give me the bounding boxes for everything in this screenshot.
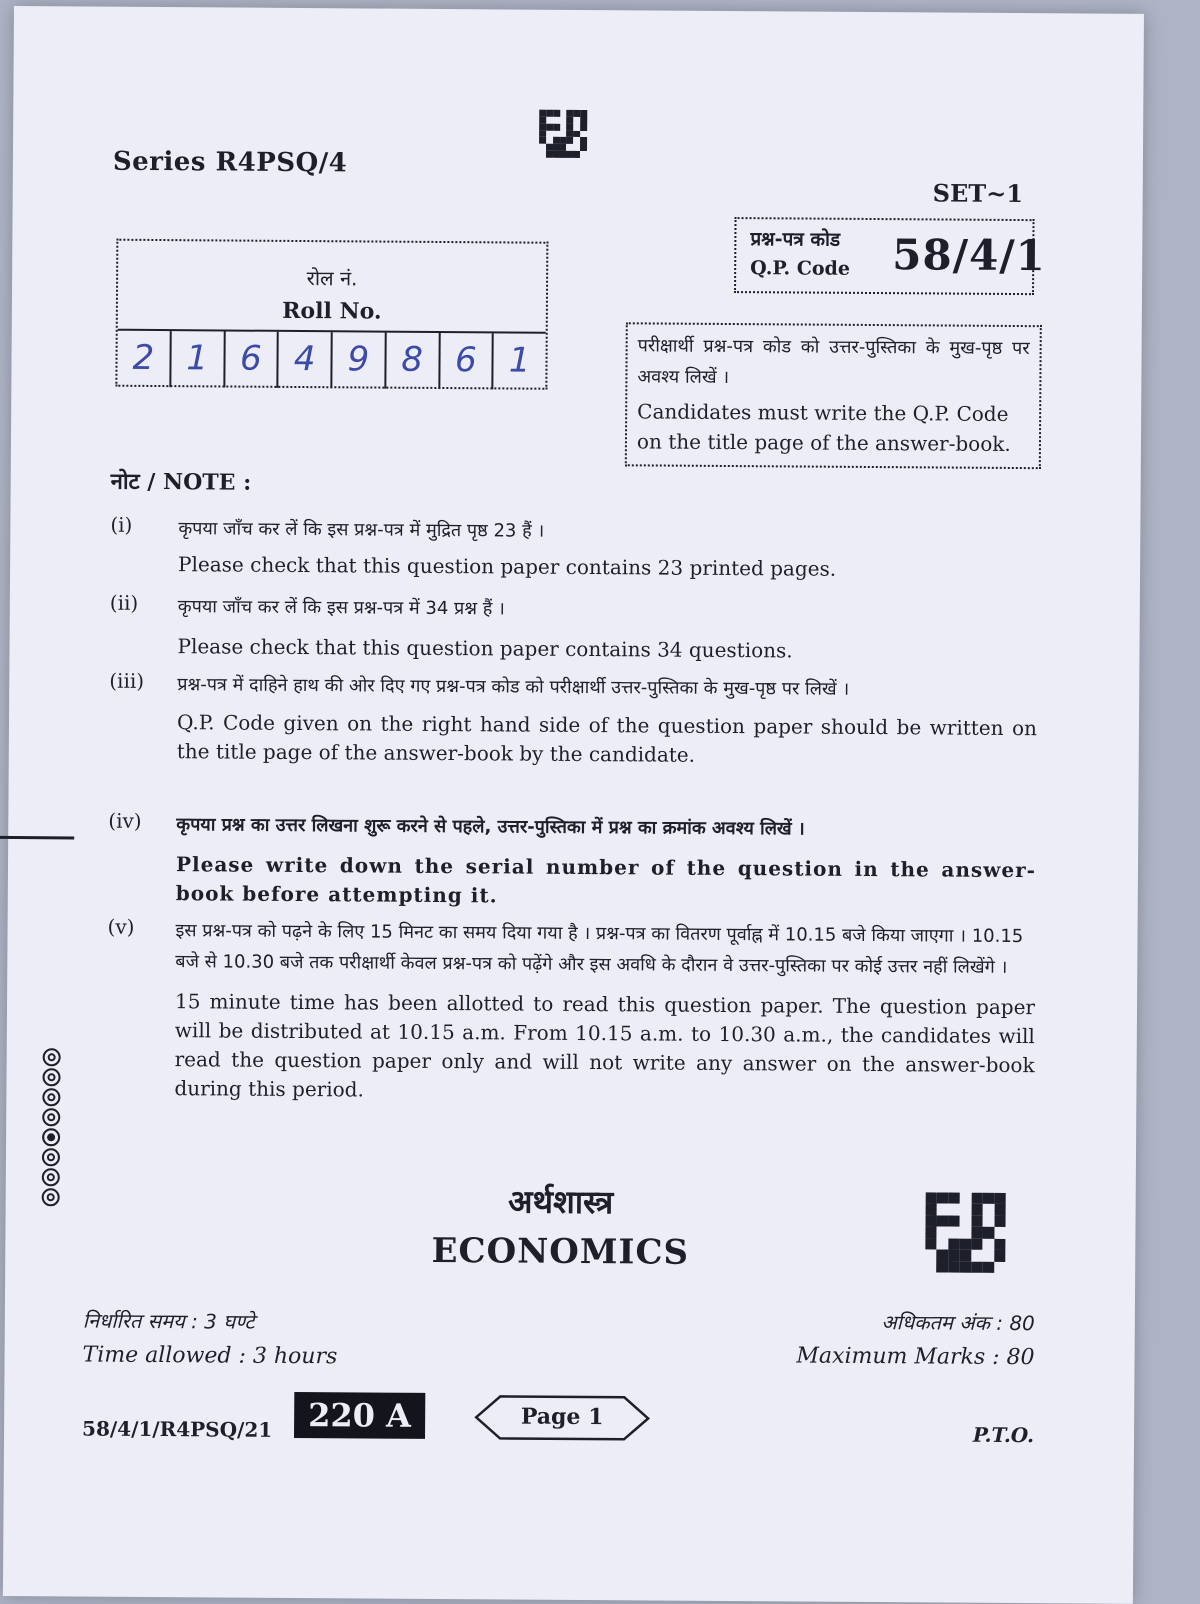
qr-code-top [539,110,587,158]
qr-module [971,1261,983,1273]
qr-module [971,1250,983,1262]
qr-module [553,137,560,144]
series-label: Series R4PSQ/4 [112,146,348,179]
roll-number-box [115,239,548,390]
qr-module [948,1238,960,1250]
qr-module [982,1261,994,1273]
qr-module [994,1204,1006,1216]
qr-module [926,1204,938,1216]
candidate-instruction-en-line2: on the title page of the answer-book. [636,429,1011,456]
roll-digit: 2 [117,331,171,387]
roll-digit: 1 [508,340,531,381]
qr-module [925,1261,937,1273]
note-title-hi: नोट [110,469,140,495]
qr-module [982,1238,994,1250]
subject-title-en: ECONOMICS [431,1230,690,1273]
qr-module [560,130,567,137]
note-item [109,590,1040,663]
qr-module [580,117,587,124]
roll-digit: 9 [332,332,386,388]
qr-module [546,137,553,144]
note-item-text [176,809,1037,914]
qr-module [580,124,587,131]
qr-module [971,1238,983,1250]
paper-badge: 220 A [294,1392,425,1439]
qp-code-label-hi: प्रश्न-पत्र कोड [750,228,841,251]
qr-module [925,1250,937,1262]
qr-module [948,1204,960,1216]
qr-module [948,1215,960,1227]
note-title [111,467,252,499]
qr-module [560,137,567,144]
note-title-en: / NOTE : [147,468,252,496]
qr-module [926,1192,938,1204]
qr-module [566,137,573,144]
circle-mark [42,1128,60,1146]
qr-module [959,1261,971,1273]
roll-label-hi: रोल नं. [306,266,358,291]
qr-module [553,130,560,137]
page-number-label: Page 1 [520,1403,604,1431]
qr-module [994,1227,1006,1239]
qr-module [948,1250,960,1262]
paper-code-footer: 58/4/1/R4PSQ/21 [81,1416,273,1442]
qr-module [983,1227,995,1239]
qr-module [994,1261,1006,1273]
qr-module [546,144,553,151]
qr-module [937,1204,949,1216]
note-item-en: Q.P. Code given on the right hand side of the question paper should be written on the title page of the answer-book by the candidate. [176,710,1038,767]
qr-module [937,1261,949,1273]
candidate-instruction-en [637,396,1029,459]
note-item [107,914,1038,1102]
qr-module [553,144,560,151]
qr-module [948,1261,960,1273]
note-item [109,668,1039,767]
qr-module [994,1250,1006,1262]
qr-module [546,130,553,137]
note-item-en: Please check that this question paper contains 23 printed pages. [178,552,837,581]
note-item [108,808,1038,908]
margin-mark [0,836,74,840]
qr-module [580,144,587,151]
candidate-instruction-hi: परीक्षार्थी प्रश्न-पत्र कोड को उत्तर-पुस्तिका के मुख-पृष्ठ पर अवश्य लिखें । [637,335,1030,389]
circle-mark [42,1108,60,1126]
note-item-text [178,513,1038,585]
qr-module [948,1227,960,1239]
qr-module [983,1216,995,1228]
qr-module [960,1193,972,1205]
qr-module [937,1250,949,1262]
qp-code-value: 58/4/1 [892,230,1047,281]
qp-code-label-en: Q.P. Code [750,257,851,280]
note-item-number: (i) [110,512,133,537]
qr-module [971,1193,983,1205]
qr-module [573,151,580,158]
qr-module [937,1215,949,1227]
qr-module [937,1238,949,1250]
qr-module [982,1250,994,1262]
subject-title-hi: अर्थशास्त्र [508,1182,614,1222]
time-allowed-en: Time allowed : 3 hours [82,1342,338,1370]
qr-module [960,1204,972,1216]
qr-module [580,151,587,158]
roll-digit: 6 [225,331,279,387]
roll-number-cells [117,329,545,390]
note-item-hi: प्रश्न-पत्र में दाहिने हाथ की ओर दिए गए प्रश्न-पत्र कोड को परीक्षार्थी उत्तर-पुस्तिका के मुख-पृष्ठ पर लिखें । [177,674,850,700]
note-item-number: (iii) [109,668,145,693]
qr-module [971,1216,983,1228]
qr-module [926,1215,938,1227]
qr-module [960,1250,972,1262]
qr-code-bottom [925,1192,1006,1273]
note-item-number: (ii) [109,590,139,615]
qr-module [983,1204,995,1216]
note-item-text [177,669,1038,772]
qr-module [539,151,546,158]
note-item-hi: कृपया जाँच कर लें कि इस प्रश्न-पत्र में मुद्रित पृष्ठ 23 हैं । [178,518,545,542]
note-item-en: Please write down the serial number of the question in the answer-book before attempting it. [175,852,1037,908]
qr-module [994,1216,1006,1228]
page-number-box [474,1393,650,1442]
note-item-hi: कृपया प्रश्न का उत्तर लिखना शुरू करने से पहले, उत्तर-पुस्तिका में प्रश्न का क्रमांक अवश्य लिखें । [176,814,805,840]
qr-module [937,1227,949,1239]
qr-module [971,1227,983,1239]
qr-module [573,137,580,144]
circle-mark [42,1068,60,1086]
note-item-hi: इस प्रश्न-पत्र को पढ़ने के लिए 15 मिनट का समय दिया गया है । प्रश्न-पत्र का वितरण पूर्वाह्न में 10.15 बजे किया जाएगा । 10.15 बजे से 10.30 बजे तक परीक्षार्थी केवल प्रश्न-पत्र को पढ़ेंगे और इस अवधि के दौरान वे उत्तर-पुस्तिका पर कोई उत्तर नहीं लिखेंगे । [175,920,1024,978]
qr-module [960,1215,972,1227]
qp-code-label [750,225,850,284]
note-item-text [177,591,1037,667]
max-marks-en: Maximum Marks : 80 [796,1343,1035,1371]
qr-module [573,130,580,137]
note-item-hi: कृपया जाँच कर लें कि इस प्रश्न-पत्र में 34 प्रश्न हैं । [177,596,505,620]
circle-mark [42,1088,60,1106]
qr-module [573,144,580,151]
candidate-instruction-en-line1: Candidates must write the Q.P. Code [637,399,1009,426]
qr-module [560,144,567,151]
circle-mark [43,1048,61,1066]
qr-module [566,151,573,158]
note-item-text [174,915,1035,1109]
note-item-en: Please check that this question paper contains 34 questions. [177,634,793,663]
qr-module [925,1238,937,1250]
note-item-number: (v) [107,914,135,939]
max-marks-hi: अधिकतम अंक : 80 [881,1310,1035,1336]
qr-module [567,130,574,137]
qp-code-box [734,217,1047,295]
roll-digit: 8 [386,333,440,389]
candidate-instruction-box [625,322,1042,469]
roll-digit: 4 [279,332,333,388]
circle-mark [42,1148,60,1166]
qr-module [994,1239,1006,1251]
qr-module [566,144,573,151]
qr-module [580,137,587,144]
qr-module [983,1193,995,1205]
qr-module [960,1238,972,1250]
qr-module [971,1204,983,1216]
qr-module [949,1193,961,1205]
roll-digit: 1 [171,331,225,387]
qr-module [580,131,587,138]
qr-module [925,1227,937,1239]
roll-label-en: Roll No. [282,297,382,325]
qr-module [994,1193,1006,1205]
qr-module [546,151,553,158]
question-paper-sheet [3,6,1144,1604]
qr-module [937,1192,949,1204]
roll-digit: 6 [440,333,494,389]
set-label: SET~1 [932,178,1024,209]
note-item [110,512,1040,581]
note-item-en: 15 minute time has been allotted to read this question paper. The question paper will be distributed at 10.15 a.m. From 10.15 a.m. to 10.30 a.m., the candidates will read the question paper only and will not write any answer on the answer-book during this period. [174,989,1036,1102]
pto-label: P.T.O. [972,1422,1035,1448]
time-allowed-hi: निर्धारित समय : 3 घण्टे [82,1308,255,1334]
qr-module [560,151,567,158]
qr-module [960,1227,972,1239]
qr-module [553,151,560,158]
note-item-number: (iv) [108,808,142,833]
